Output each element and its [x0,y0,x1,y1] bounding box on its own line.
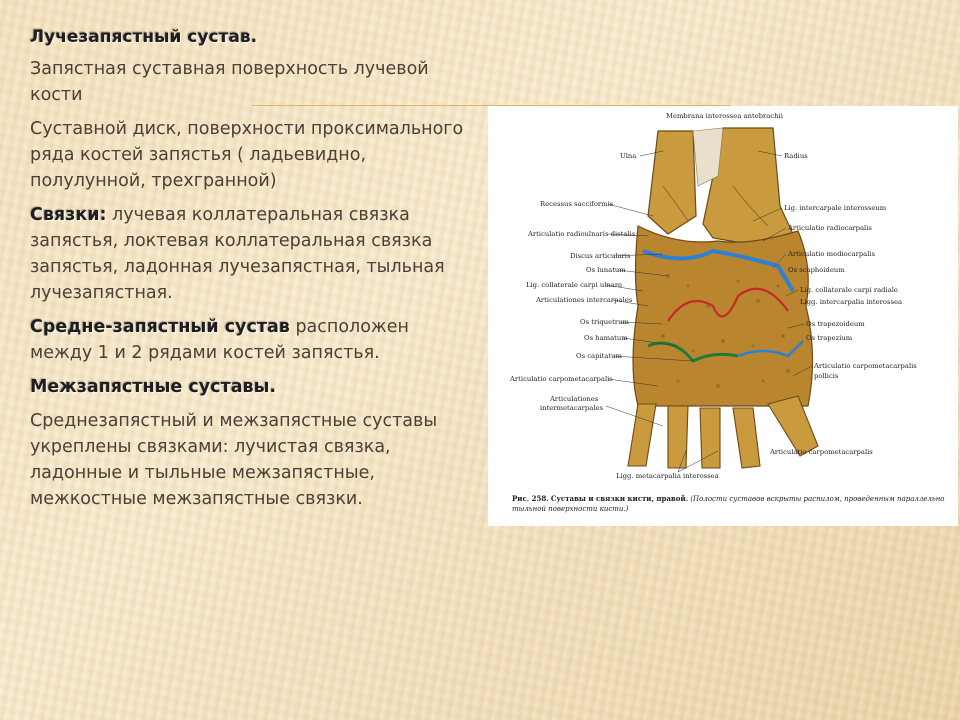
paragraph-6 [30,408,470,512]
paragraph-1 [30,56,470,108]
caption-number: Рис. 258. [512,494,549,503]
paragraph-1-text: Запястная суставная поверхность лучевой кости [30,59,429,105]
ligaments-text: лучевая коллатеральная связка запястья, локтевая коллатеральная связка запястья, ладонная лучезапястная, тыльная лучезапястная. [30,205,445,303]
label-right-2: Articulatio radiocarpalis [788,224,872,232]
label-right-11: Articulatio carpometacarpalis [770,448,873,456]
label-right-10: pollicis [814,372,839,380]
label-right-4: Os scaphoideum [788,266,845,274]
label-right-6: Ligg. intercarpalia interossea [800,298,903,306]
paragraph-2 [30,116,470,194]
label-left-11: Articulationes [550,395,599,403]
label-left-7: Os triquetrum [580,318,629,326]
paragraph-midcarpal [30,314,470,366]
label-right-1: Lig. intercarpale interosseum [784,204,887,212]
label-left-1: Recessus sacciformis [540,200,614,208]
label-right-5: Lig. collaterale carpi radiale [800,286,898,294]
label-right-0: Radius [784,152,808,160]
forearm-bones [648,128,793,244]
label-left-8: Os hamatum [584,334,628,342]
label-right-9: Articulatio carpometacarpalis [814,362,917,370]
caption-title: Суставы и связки кисти, правой. [550,494,689,503]
label-left-3: Discus articularis [570,252,631,260]
label-left-12: intermetacarpales [540,404,604,412]
label-right-3: Articulatio mediocarpalis [788,250,876,258]
figure-caption [512,494,952,514]
paragraph-intercarpal [30,374,470,400]
label-left-6: Articulationes intercarpales [536,296,633,304]
label-bottom: Ligg. metacarpalia interossea [616,472,719,480]
label-left-4: Os lunatum [586,266,626,274]
text-column [30,24,470,520]
midcarpal-text: расположен между 1 и 2 рядами костей запястья. [30,317,409,363]
label-left-5: Lig. collaterale carpi ulnare [526,281,623,289]
paragraph-ligaments [30,202,470,306]
wrist-illustration [488,106,958,526]
ligaments-lead: Связки: [30,205,107,225]
label-left-2: Articulatio radioulnaris distalis [528,230,636,238]
label-right-7: Os trapezoideum [806,320,865,328]
intercarpal-lead: Межзапястные суставы. [30,377,277,397]
paragraph-6-text: Среднезапястный и межзапястные суставы укреплены связками: лучистая связка, ладонные и тыльные межзапястные, межкостные межзапястные связки. [30,411,438,509]
label-left-9: Os capitatum [576,352,622,360]
label-top: Membrana interossea antebrachii [666,112,783,120]
metacarpal-bones [628,396,818,468]
label-left-10: Articulatio carpometacarpalis [510,375,613,383]
label-right-8: Os trapezium [806,334,853,342]
midcarpal-lead: Средне-запястный сустав [30,317,290,337]
wrist-anatomy-figure [488,106,958,526]
paragraph-2-text: Суставной диск, поверхности проксимального ряда костей запястья ( ладьевидно, полулунной, трехгранной) [30,119,464,191]
slide-heading: Лучезапястный сустав. [30,27,258,47]
label-left-0: Ulna [620,152,637,160]
caption-note: (Полости суставов вскрыты распилом, проведенным параллельно тыльной поверхности кисти.) [512,495,945,513]
